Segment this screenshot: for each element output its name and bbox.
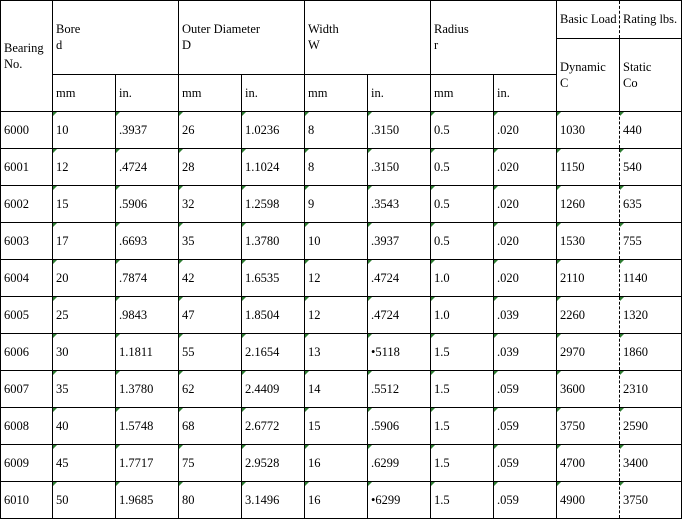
width-mm-cell: 10 (305, 223, 368, 260)
dynamic-load-cell: 4900 (557, 482, 620, 519)
bore-in-cell: .3937 (116, 112, 179, 149)
bore-in-cell: .7874 (116, 260, 179, 297)
header-static: Static Co (620, 39, 682, 112)
bearing-no-cell: 6000 (1, 112, 53, 149)
width-in-cell: .4724 (368, 297, 431, 334)
table-row (1, 371, 682, 408)
table-body (1, 112, 682, 519)
radius-in-cell: .039 (494, 297, 557, 334)
radius-mm-cell: 0.5 (431, 223, 494, 260)
bore-mm-cell: 15 (53, 186, 116, 223)
width-in-cell: .3150 (368, 149, 431, 186)
outer-diameter-mm-cell: 80 (179, 482, 242, 519)
outer-diameter-mm-cell: 68 (179, 408, 242, 445)
unit-in: in. (116, 75, 179, 112)
header-rating-lbs: Rating lbs. (620, 1, 682, 39)
header-dynamic: Dynamic C (557, 39, 620, 112)
bore-mm-cell: 35 (53, 371, 116, 408)
static-load-cell: 540 (620, 149, 682, 186)
static-load-cell: 3400 (620, 445, 682, 482)
outer-diameter-mm-cell: 28 (179, 149, 242, 186)
unit-mm: mm (305, 75, 368, 112)
table-row (1, 408, 682, 445)
outer-diameter-mm-cell: 62 (179, 371, 242, 408)
radius-in-cell: .059 (494, 371, 557, 408)
dynamic-load-cell: 1260 (557, 186, 620, 223)
bearing-no-cell: 6010 (1, 482, 53, 519)
table-row (1, 334, 682, 371)
outer-diameter-in-cell: 1.2598 (242, 186, 305, 223)
bore-in-cell: 1.7717 (116, 445, 179, 482)
bore-in-cell: 1.3780 (116, 371, 179, 408)
bearing-no-cell: 6001 (1, 149, 53, 186)
radius-mm-cell: 1.5 (431, 482, 494, 519)
bore-mm-cell: 30 (53, 334, 116, 371)
table-row (1, 482, 682, 519)
radius-mm-cell: 1.5 (431, 408, 494, 445)
bore-in-cell: .5906 (116, 186, 179, 223)
dynamic-load-cell: 1030 (557, 112, 620, 149)
unit-in: in. (494, 75, 557, 112)
table-row (1, 260, 682, 297)
outer-diameter-in-cell: 1.6535 (242, 260, 305, 297)
outer-diameter-mm-cell: 26 (179, 112, 242, 149)
radius-mm-cell: 1.0 (431, 297, 494, 334)
radius-mm-cell: 1.5 (431, 445, 494, 482)
radius-mm-cell: 0.5 (431, 186, 494, 223)
bore-in-cell: 1.1811 (116, 334, 179, 371)
bore-in-cell: .6693 (116, 223, 179, 260)
table-row (1, 186, 682, 223)
table-row (1, 445, 682, 482)
static-load-cell: 440 (620, 112, 682, 149)
header-radius: Radius r (431, 1, 557, 75)
outer-diameter-mm-cell: 42 (179, 260, 242, 297)
dynamic-load-cell: 2260 (557, 297, 620, 334)
bearing-no-cell: 6007 (1, 371, 53, 408)
unit-mm: mm (53, 75, 116, 112)
width-in-cell: •5118 (368, 334, 431, 371)
bearing-no-cell: 6006 (1, 334, 53, 371)
width-mm-cell: 14 (305, 371, 368, 408)
outer-diameter-in-cell: 1.1024 (242, 149, 305, 186)
outer-diameter-mm-cell: 32 (179, 186, 242, 223)
table-row (1, 149, 682, 186)
radius-in-cell: .020 (494, 186, 557, 223)
unit-mm: mm (179, 75, 242, 112)
bore-mm-cell: 20 (53, 260, 116, 297)
width-in-cell: .3543 (368, 186, 431, 223)
bore-in-cell: 1.9685 (116, 482, 179, 519)
header-bore: Bore d (53, 1, 179, 75)
outer-diameter-mm-cell: 55 (179, 334, 242, 371)
header-basic-load: Basic Load (557, 1, 620, 39)
static-load-cell: 755 (620, 223, 682, 260)
dynamic-load-cell: 3750 (557, 408, 620, 445)
width-mm-cell: 12 (305, 297, 368, 334)
radius-in-cell: .020 (494, 149, 557, 186)
dynamic-load-cell: 3600 (557, 371, 620, 408)
bearing-no-cell: 6005 (1, 297, 53, 334)
width-in-cell: .5512 (368, 371, 431, 408)
bore-mm-cell: 50 (53, 482, 116, 519)
static-load-cell: 1860 (620, 334, 682, 371)
width-in-cell: .5906 (368, 408, 431, 445)
bearing-no-cell: 6003 (1, 223, 53, 260)
bore-mm-cell: 12 (53, 149, 116, 186)
bearing-no-cell: 6009 (1, 445, 53, 482)
dynamic-load-cell: 2970 (557, 334, 620, 371)
outer-diameter-in-cell: 1.3780 (242, 223, 305, 260)
outer-diameter-mm-cell: 47 (179, 297, 242, 334)
width-mm-cell: 9 (305, 186, 368, 223)
table-row (1, 223, 682, 260)
radius-in-cell: .039 (494, 334, 557, 371)
static-load-cell: 2310 (620, 371, 682, 408)
bearing-no-cell: 6004 (1, 260, 53, 297)
bore-in-cell: .4724 (116, 149, 179, 186)
header-bearing-no: Bearing No. (1, 1, 53, 112)
static-load-cell: 635 (620, 186, 682, 223)
bore-mm-cell: 25 (53, 297, 116, 334)
radius-in-cell: .020 (494, 223, 557, 260)
width-in-cell: .6299 (368, 445, 431, 482)
width-mm-cell: 8 (305, 112, 368, 149)
outer-diameter-in-cell: 3.1496 (242, 482, 305, 519)
outer-diameter-in-cell: 2.6772 (242, 408, 305, 445)
table-row (1, 297, 682, 334)
dynamic-load-cell: 1150 (557, 149, 620, 186)
width-in-cell: •6299 (368, 482, 431, 519)
radius-in-cell: .020 (494, 112, 557, 149)
static-load-cell: 1140 (620, 260, 682, 297)
bore-mm-cell: 17 (53, 223, 116, 260)
width-mm-cell: 8 (305, 149, 368, 186)
unit-mm: mm (431, 75, 494, 112)
width-in-cell: .3937 (368, 223, 431, 260)
width-mm-cell: 12 (305, 260, 368, 297)
outer-diameter-in-cell: 1.0236 (242, 112, 305, 149)
radius-mm-cell: 1.0 (431, 260, 494, 297)
outer-diameter-in-cell: 1.8504 (242, 297, 305, 334)
width-mm-cell: 15 (305, 408, 368, 445)
header-outer-diameter: Outer Diameter D (179, 1, 305, 75)
outer-diameter-mm-cell: 75 (179, 445, 242, 482)
static-load-cell: 3750 (620, 482, 682, 519)
bore-mm-cell: 40 (53, 408, 116, 445)
dynamic-load-cell: 4700 (557, 445, 620, 482)
static-load-cell: 1320 (620, 297, 682, 334)
radius-mm-cell: 1.5 (431, 371, 494, 408)
width-mm-cell: 16 (305, 482, 368, 519)
radius-in-cell: .059 (494, 408, 557, 445)
static-load-cell: 2590 (620, 408, 682, 445)
bearing-no-cell: 6008 (1, 408, 53, 445)
unit-in: in. (368, 75, 431, 112)
radius-in-cell: .020 (494, 260, 557, 297)
width-mm-cell: 16 (305, 445, 368, 482)
header-width: Width W (305, 1, 431, 75)
width-in-cell: .3150 (368, 112, 431, 149)
bore-in-cell: .9843 (116, 297, 179, 334)
radius-in-cell: .059 (494, 445, 557, 482)
radius-mm-cell: 0.5 (431, 112, 494, 149)
table-row (1, 112, 682, 149)
radius-in-cell: .059 (494, 482, 557, 519)
unit-in: in. (242, 75, 305, 112)
bearing-no-cell: 6002 (1, 186, 53, 223)
outer-diameter-in-cell: 2.9528 (242, 445, 305, 482)
outer-diameter-in-cell: 2.4409 (242, 371, 305, 408)
width-mm-cell: 13 (305, 334, 368, 371)
dynamic-load-cell: 2110 (557, 260, 620, 297)
bore-in-cell: 1.5748 (116, 408, 179, 445)
radius-mm-cell: 0.5 (431, 149, 494, 186)
width-in-cell: .4724 (368, 260, 431, 297)
outer-diameter-in-cell: 2.1654 (242, 334, 305, 371)
outer-diameter-mm-cell: 35 (179, 223, 242, 260)
radius-mm-cell: 1.5 (431, 334, 494, 371)
bore-mm-cell: 10 (53, 112, 116, 149)
bore-mm-cell: 45 (53, 445, 116, 482)
dynamic-load-cell: 1530 (557, 223, 620, 260)
